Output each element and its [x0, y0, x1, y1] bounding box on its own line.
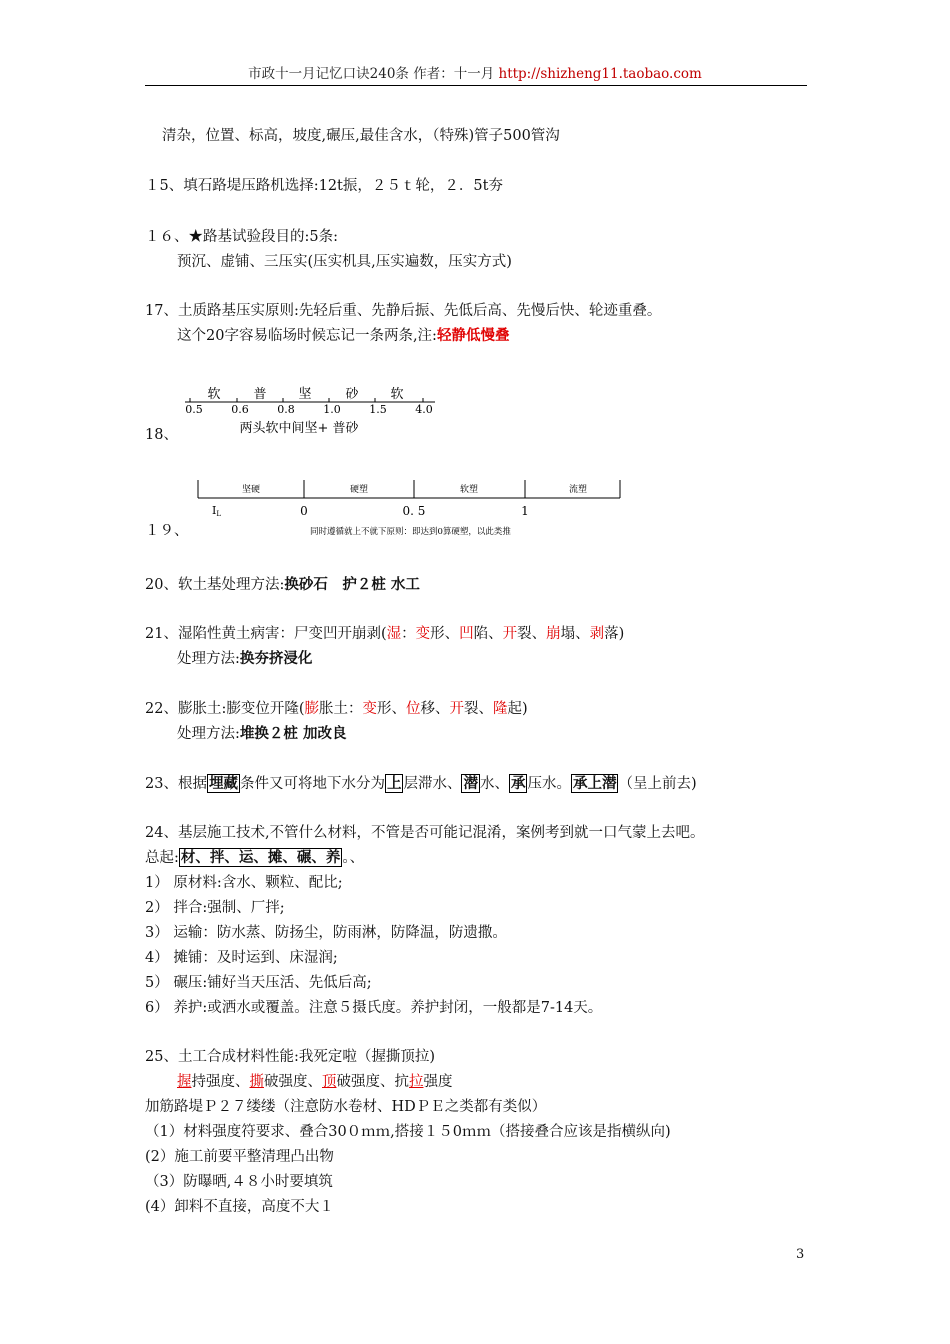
item-20-prefix: 20、软土基处理方法:: [145, 577, 285, 593]
scale-tick-label: 0.5: [185, 403, 203, 416]
soil-label: 砂: [345, 387, 359, 402]
item-24-title: 24、基层施工技术,不管什么材料，不管是否可能记混淆，案例考到就一口气蒙上去吧。: [145, 825, 705, 841]
mnemonic-key: 开: [449, 701, 464, 717]
scale-tick-label: 0.8: [277, 403, 295, 416]
mnemonic-rest: 移、: [420, 701, 450, 717]
scale-tick-label: 1.5: [369, 403, 387, 416]
mnemonic-key: 顶: [322, 1074, 337, 1090]
item-23-text: 压水。: [527, 776, 571, 792]
item-23-text: 水、: [479, 776, 509, 792]
mnemonic-rest: 起): [507, 701, 528, 717]
axis-label: [212, 504, 221, 518]
mnemonic-rest: 持强度、: [191, 1074, 250, 1090]
header-title: 市政十一月记忆口诀240条 作者：十一月: [248, 66, 495, 82]
mnemonic-key: 拉: [409, 1074, 424, 1090]
item-21-method: [177, 648, 312, 670]
mnemonic-key: 撕: [249, 1074, 264, 1090]
header-url[interactable]: http://shizheng11.taobao.com: [498, 66, 702, 82]
header-divider: [145, 85, 807, 86]
consistency-state: 流塑: [568, 485, 588, 495]
item-24-summary: [145, 847, 364, 869]
mnemonic-rest: 落): [604, 626, 625, 642]
item-18-label: 18、: [145, 427, 178, 443]
item-25-rule: （3）防曝晒,４８小时要填筑: [145, 1174, 333, 1190]
mnemonic-key: 崩: [546, 626, 561, 642]
item-20: [145, 574, 420, 596]
axis-subscript: L: [216, 510, 222, 518]
item-24-step: 6） 养护:或洒水或覆盖。注意５摄氏度。养护封闭，一般都是7-14天。: [145, 1000, 603, 1016]
item-23-text: 条件又可将地下水分为: [239, 776, 385, 792]
item-25-title: 25、土工合成材料性能:我死定啦（握撕顶拉): [145, 1049, 435, 1065]
mnemonic-key: 变: [362, 701, 377, 717]
soil-scale-figure: [180, 378, 455, 440]
consistency-scale-figure: [190, 478, 630, 540]
item-24-step: 3） 运输：防水蒸、防扬尘，防雨淋，防降温，防遗撒。: [145, 925, 507, 941]
mnemonic-rest: 形、: [377, 701, 406, 717]
mnemonic-rest: 陷、: [473, 626, 503, 642]
item-17-note: [177, 325, 509, 347]
scale-tick-label: 0.6: [231, 403, 249, 416]
item-24-step: 5） 碾压:铺好当天压活、先低后高;: [145, 975, 372, 991]
item-21-method-value: 换夯挤浸化: [239, 650, 313, 667]
item-16-detail: 预沉、虚铺、三压实(压实机具,压实遍数，压实方式): [177, 254, 512, 270]
item-25-rule: （1）材料强度符要求、叠合30０ｍｍ,搭接１５0ｍｍ（搭接叠合应该是指横纵向): [145, 1124, 671, 1140]
mnemonic-key: 握: [177, 1074, 192, 1090]
item-17-key: 轻静低慢叠: [436, 327, 510, 344]
boxed-keyword: 埋藏: [208, 775, 238, 792]
item-24-summary-prefix: 总起:: [145, 850, 179, 866]
item-25-sub: 加筋路堤Ｐ２７缕缕（注意防水卷材、HDＰＥ之类都有类似）: [145, 1099, 547, 1115]
soil-label: 普: [253, 387, 267, 402]
page-number: 3: [796, 1247, 805, 1262]
item-21-method-prefix: 处理方法:: [177, 651, 240, 667]
item-16-title: １６、★路基试验段目的:5条:: [145, 229, 338, 245]
intro-line: 清杂，位置、标高，坡度,碾压,最佳含水，（特殊)管子500管沟: [162, 128, 560, 144]
boxed-keyword: 承: [510, 775, 526, 792]
consistency-value: 0: [300, 504, 308, 518]
scale-tick-label: 1.0: [323, 403, 341, 416]
item-22-method-value: 堆换２桩 加改良: [239, 725, 347, 742]
item-22: [145, 698, 528, 720]
item-25-rule: (2）施工前要平整清理凸出物: [145, 1149, 334, 1165]
mnemonic-key: 位: [406, 701, 421, 717]
item-25-props: [177, 1071, 453, 1093]
boxed-keyword: 材、拌、运、摊、碾、养: [180, 849, 341, 866]
boxed-keyword: 上: [386, 775, 402, 792]
mnemonic-rest: 塌、: [560, 626, 590, 642]
item-17-note-prefix: 这个20字容易临场时候忘记一条两条,注:: [177, 328, 437, 344]
item-24-step: 1） 原材料:含水、颗粒、配比;: [145, 875, 343, 891]
soil-label: 坚: [298, 387, 312, 402]
mnemonic-key: 隆: [493, 701, 508, 717]
item-22-prefix: 22、膨胀土:膨变位开隆(: [145, 701, 305, 717]
mnemonic-key: 膨: [304, 701, 319, 717]
item-20-methods: 换砂石 护２桩 水工: [284, 576, 420, 593]
boxed-keyword: 潜: [463, 775, 478, 792]
item-21: [145, 623, 624, 645]
item-23: [145, 773, 697, 795]
mnemonic-rest: 强度: [423, 1074, 453, 1090]
item-23-text: 23、根据: [145, 776, 207, 792]
item-22-method: [177, 723, 346, 745]
soil-scale-caption: 两头软中间坚+ 普砂: [239, 421, 359, 436]
consistency-state: 软塑: [459, 485, 479, 495]
item-24-step: 4） 摊铺：及时运到、床湿润;: [145, 950, 338, 966]
consistency-note: 同时遵循就上不就下原则：即达到0算硬塑，以此类推: [310, 527, 511, 537]
item-15: １5、填石路堤压路机选择:12t振，２５ｔ轮，２．5t夯: [145, 178, 503, 194]
soil-label: 软: [207, 387, 221, 402]
item-17-title: 17、土质路基压实原则:先轻后重、先静后振、先低后高、先慢后快、轮迹重叠。: [145, 303, 662, 319]
mnemonic-key: 剥: [589, 626, 605, 642]
consistency-value: 0. 5: [402, 504, 426, 518]
item-21-prefix: 21、湿陷性黄土病害：尸变凹开崩剥(: [145, 626, 387, 642]
consistency-state: 硬塑: [349, 485, 369, 495]
item-22-method-prefix: 处理方法:: [177, 726, 240, 742]
mnemonic-key: 凹: [459, 626, 474, 642]
mnemonic-rest: 胀土：: [319, 701, 363, 717]
item-19-label: １９、: [145, 523, 189, 539]
mnemonic-key: 湿: [386, 626, 402, 642]
item-25-rule: (4）卸料不直接，高度不大１: [145, 1199, 334, 1215]
soil-label: 软: [390, 387, 404, 402]
axis-symbol: I: [212, 504, 217, 517]
mnemonic-key: 变: [415, 626, 431, 642]
item-24-step: 2） 拌合:强制、厂拌;: [145, 900, 285, 916]
scale-tick-label: 4.0: [415, 403, 433, 416]
boxed-keyword: 承上潜: [572, 775, 617, 792]
item-24-summary-suffix: 。、: [342, 850, 365, 866]
mnemonic-rest: 破强度、: [264, 1074, 322, 1090]
mnemonic-rest: 形、: [430, 626, 460, 642]
page-header: [145, 64, 805, 84]
item-23-text: 层滞水、: [403, 776, 462, 792]
item-23-text: （呈上前去): [618, 776, 697, 792]
mnemonic-rest: ：: [401, 626, 416, 642]
mnemonic-rest: 裂、: [464, 701, 493, 717]
consistency-value: 1: [521, 504, 529, 518]
mnemonic-key: 开: [502, 626, 518, 642]
consistency-state: 坚硬: [241, 485, 261, 495]
mnemonic-rest: 裂、: [517, 626, 547, 642]
mnemonic-rest: 破强度、抗: [336, 1074, 409, 1090]
